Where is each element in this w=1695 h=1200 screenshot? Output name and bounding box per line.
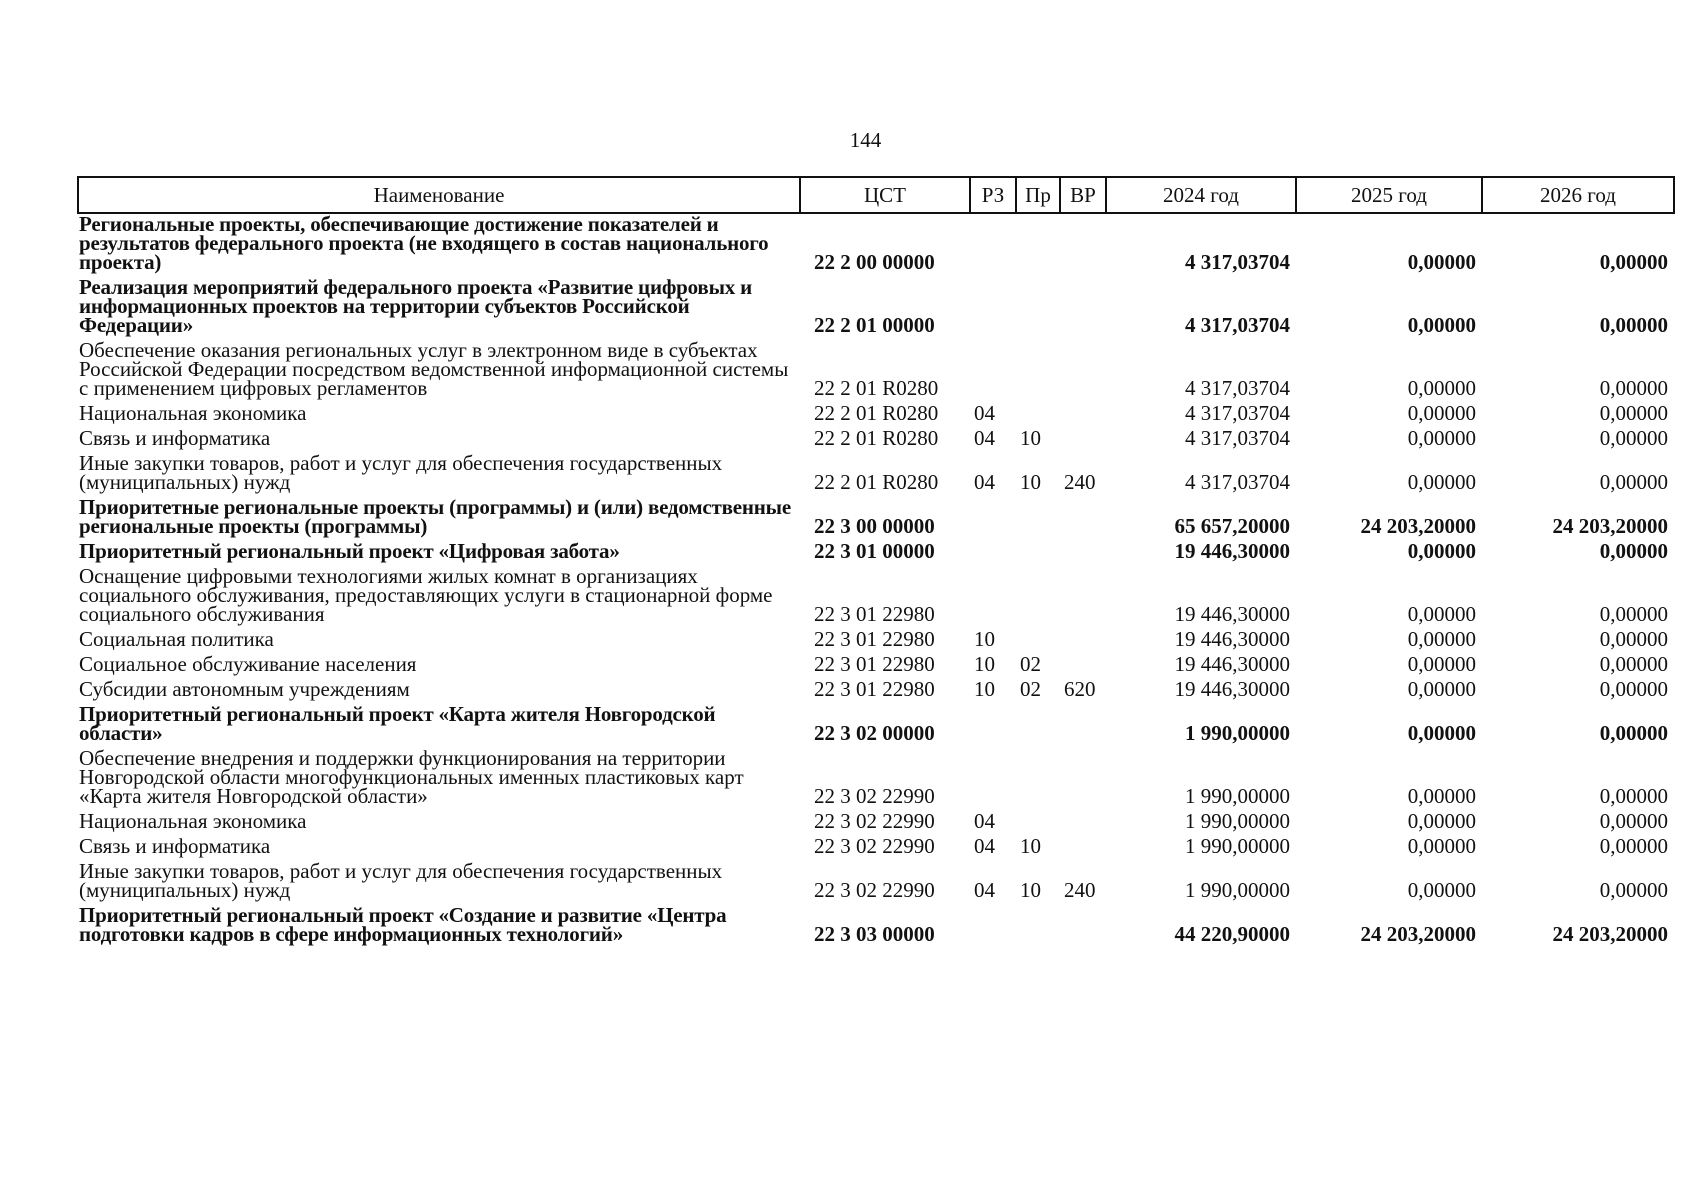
table-body <box>78 213 1674 949</box>
row-rz <box>970 497 1016 541</box>
row-2024: 19 446,30000 <box>1174 652 1290 676</box>
row-name: Национальная экономика <box>79 809 307 833</box>
table-row <box>78 541 1674 566</box>
row-2024: 19 446,30000 <box>1174 602 1290 626</box>
row-code: 22 2 01 R0280 <box>814 426 939 450</box>
row-2024: 1 990,00000 <box>1185 809 1290 833</box>
row-2025: 24 203,20000 <box>1360 922 1476 946</box>
row-2025: 0,00000 <box>1407 401 1476 425</box>
row-rz: 10 <box>974 677 995 701</box>
row-pr <box>1016 541 1060 566</box>
row-vr <box>1060 428 1106 453</box>
row-code: 22 2 01 R0280 <box>814 376 939 400</box>
table-row <box>78 836 1674 861</box>
row-code: 22 2 00 00000 <box>814 250 935 274</box>
row-2025: 0,00000 <box>1407 426 1476 450</box>
table-row <box>78 403 1674 428</box>
row-code: 22 3 02 22990 <box>814 809 935 833</box>
table-row <box>78 748 1674 811</box>
row-rz: 04 <box>974 401 995 425</box>
header-pr: Пр <box>1016 177 1060 213</box>
row-code: 22 2 01 00000 <box>814 313 935 337</box>
row-code: 22 3 01 22980 <box>814 627 935 651</box>
row-vr <box>1060 836 1106 861</box>
row-rz <box>970 213 1016 277</box>
row-rz <box>970 340 1016 403</box>
row-pr <box>1016 213 1060 277</box>
table-row <box>78 811 1674 836</box>
table-row <box>78 213 1674 277</box>
row-vr <box>1060 277 1106 340</box>
row-pr: 02 <box>1020 677 1041 701</box>
row-code: 22 3 02 22990 <box>814 834 935 858</box>
row-code: 22 3 02 22990 <box>814 784 935 808</box>
table-row <box>78 428 1674 453</box>
row-2026: 0,00000 <box>1599 470 1668 494</box>
row-name: Приоритетный региональный проект «Карта жителя Новгородской области» <box>79 702 716 745</box>
row-pr <box>1016 340 1060 403</box>
row-vr <box>1060 811 1106 836</box>
row-vr: 240 <box>1064 470 1096 494</box>
row-2026: 0,00000 <box>1599 809 1668 833</box>
row-2024: 4 317,03704 <box>1185 470 1290 494</box>
table-row <box>78 566 1674 629</box>
row-code: 22 3 01 22980 <box>814 602 935 626</box>
row-2024: 19 446,30000 <box>1174 677 1290 701</box>
row-pr <box>1016 497 1060 541</box>
header-code: ЦСТ <box>800 177 970 213</box>
row-2025: 0,00000 <box>1407 539 1476 563</box>
row-code: 22 2 01 R0280 <box>814 401 939 425</box>
row-2024: 44 220,90000 <box>1174 922 1290 946</box>
table-row <box>78 629 1674 654</box>
row-2025: 0,00000 <box>1407 677 1476 701</box>
page-number: 144 <box>849 128 882 152</box>
row-2025: 0,00000 <box>1407 250 1476 274</box>
row-2025: 0,00000 <box>1407 878 1476 902</box>
row-pr: 02 <box>1020 652 1041 676</box>
row-2026: 0,00000 <box>1599 652 1668 676</box>
row-name: Оснащение цифровыми технологиями жилых комнат в организациях социального обслуживания, предоставляющих услуги в стационарной форме социального обслуживания <box>79 564 773 626</box>
table-row <box>78 340 1674 403</box>
row-rz: 10 <box>974 627 995 651</box>
table-header-row <box>78 177 1674 213</box>
row-vr <box>1060 905 1106 949</box>
row-2026: 0,00000 <box>1599 627 1668 651</box>
row-rz: 04 <box>974 878 995 902</box>
row-2025: 24 203,20000 <box>1360 514 1476 538</box>
row-vr: 240 <box>1064 878 1096 902</box>
row-2024: 1 990,00000 <box>1185 834 1290 858</box>
row-name: Иные закупки товаров, работ и услуг для обеспечения государственных (муниципальных) нужд <box>79 859 723 902</box>
row-code: 22 3 02 22990 <box>814 878 935 902</box>
table-row <box>78 905 1674 949</box>
row-name: Социальное обслуживание населения <box>79 652 417 676</box>
row-2026: 0,00000 <box>1599 878 1668 902</box>
row-2024: 1 990,00000 <box>1185 784 1290 808</box>
row-rz <box>970 748 1016 811</box>
row-pr: 10 <box>1020 834 1041 858</box>
row-2024: 1 990,00000 <box>1185 878 1290 902</box>
row-name: Региональные проекты, обеспечивающие достижение показателей и результатов федерального проекта (не входящего в состав национального проекта) <box>79 212 769 274</box>
row-2024: 4 317,03704 <box>1185 376 1290 400</box>
row-name: Связь и информатика <box>79 834 271 858</box>
row-pr <box>1016 403 1060 428</box>
row-pr <box>1016 905 1060 949</box>
row-rz <box>970 905 1016 949</box>
row-rz: 10 <box>974 652 995 676</box>
row-2025: 0,00000 <box>1407 627 1476 651</box>
row-name: Субсидии автономным учреждениям <box>79 677 410 701</box>
table-row <box>78 497 1674 541</box>
row-2026: 0,00000 <box>1599 677 1668 701</box>
row-2026: 0,00000 <box>1599 401 1668 425</box>
row-2024: 19 446,30000 <box>1174 539 1290 563</box>
row-rz <box>970 541 1016 566</box>
table-row <box>78 679 1674 704</box>
row-rz <box>970 277 1016 340</box>
row-2025: 0,00000 <box>1407 809 1476 833</box>
row-2025: 0,00000 <box>1407 602 1476 626</box>
row-vr <box>1060 629 1106 654</box>
row-2024: 65 657,20000 <box>1174 514 1290 538</box>
row-vr <box>1060 748 1106 811</box>
row-vr <box>1060 213 1106 277</box>
row-2025: 0,00000 <box>1407 470 1476 494</box>
row-2024: 4 317,03704 <box>1185 313 1290 337</box>
row-2025: 0,00000 <box>1407 721 1476 745</box>
row-2025: 0,00000 <box>1407 376 1476 400</box>
row-2026: 24 203,20000 <box>1552 922 1668 946</box>
row-2024: 4 317,03704 <box>1185 426 1290 450</box>
row-2026: 0,00000 <box>1599 426 1668 450</box>
row-vr <box>1060 654 1106 679</box>
row-2024: 19 446,30000 <box>1174 627 1290 651</box>
row-name: Обеспечение внедрения и поддержки функционирования на территории Новгородской области многофункциональных именных пластиковых карт «Карта жителя Новгородской области» <box>79 746 744 808</box>
row-name: Приоритетный региональный проект «Создание и развитие «Центра подготовки кадров в сфере информационных технологий» <box>79 903 727 946</box>
row-code: 22 3 01 00000 <box>814 539 935 563</box>
row-rz: 04 <box>974 426 995 450</box>
table-row <box>78 704 1674 748</box>
header-name: Наименование <box>78 177 800 213</box>
row-pr: 10 <box>1020 470 1041 494</box>
row-rz: 04 <box>974 470 995 494</box>
row-code: 22 3 00 00000 <box>814 514 935 538</box>
row-name: Приоритетные региональные проекты (программы) и (или) ведомственные региональные проекты (программы) <box>79 495 791 538</box>
row-2026: 0,00000 <box>1599 313 1668 337</box>
header-2026: 2026 год <box>1482 177 1674 213</box>
row-rz <box>970 704 1016 748</box>
row-vr <box>1060 566 1106 629</box>
row-2026: 0,00000 <box>1599 250 1668 274</box>
row-2024: 4 317,03704 <box>1185 250 1290 274</box>
header-rz: РЗ <box>970 177 1016 213</box>
row-pr <box>1016 277 1060 340</box>
row-rz: 04 <box>974 834 995 858</box>
row-code: 22 3 01 22980 <box>814 677 935 701</box>
row-code: 22 2 01 R0280 <box>814 470 939 494</box>
table-row <box>78 861 1674 905</box>
row-vr <box>1060 497 1106 541</box>
row-2026: 0,00000 <box>1599 376 1668 400</box>
row-vr: 620 <box>1064 677 1096 701</box>
row-pr <box>1016 566 1060 629</box>
row-vr <box>1060 403 1106 428</box>
row-name: Социальная политика <box>79 627 274 651</box>
row-2024: 1 990,00000 <box>1185 721 1290 745</box>
row-vr <box>1060 340 1106 403</box>
row-name: Иные закупки товаров, работ и услуг для обеспечения государственных (муниципальных) нужд <box>79 451 723 494</box>
table-row <box>78 453 1674 497</box>
row-2026: 0,00000 <box>1599 784 1668 808</box>
budget-table <box>77 176 1675 949</box>
row-pr <box>1016 704 1060 748</box>
table-row <box>78 654 1674 679</box>
row-2025: 0,00000 <box>1407 313 1476 337</box>
header-2024: 2024 год <box>1106 177 1296 213</box>
row-pr: 10 <box>1020 426 1041 450</box>
row-vr <box>1060 541 1106 566</box>
row-vr <box>1060 704 1106 748</box>
row-2025: 0,00000 <box>1407 652 1476 676</box>
row-pr <box>1016 629 1060 654</box>
row-pr <box>1016 811 1060 836</box>
row-2026: 0,00000 <box>1599 539 1668 563</box>
row-pr: 10 <box>1020 878 1041 902</box>
row-name: Приоритетный региональный проект «Цифровая забота» <box>79 539 620 563</box>
row-pr <box>1016 748 1060 811</box>
row-2026: 0,00000 <box>1599 721 1668 745</box>
row-2026: 0,00000 <box>1599 834 1668 858</box>
row-2025: 0,00000 <box>1407 784 1476 808</box>
table-row <box>78 277 1674 340</box>
row-rz: 04 <box>974 809 995 833</box>
row-code: 22 3 01 22980 <box>814 652 935 676</box>
row-code: 22 3 03 00000 <box>814 922 935 946</box>
row-2026: 0,00000 <box>1599 602 1668 626</box>
row-rz <box>970 566 1016 629</box>
row-2024: 4 317,03704 <box>1185 401 1290 425</box>
row-name: Реализация мероприятий федерального проекта «Развитие цифровых и информационных проектов на территории субъектов Российской Федерации» <box>79 275 753 337</box>
row-name: Обеспечение оказания региональных услуг в электронном виде в субъектах Российской Федерации посредством ведомственной информационной системы с применением цифровых регламентов <box>79 338 789 400</box>
row-name: Национальная экономика <box>79 401 307 425</box>
header-2025: 2025 год <box>1296 177 1482 213</box>
row-2026: 24 203,20000 <box>1552 514 1668 538</box>
row-code: 22 3 02 00000 <box>814 721 935 745</box>
header-vr: ВР <box>1060 177 1106 213</box>
row-name: Связь и информатика <box>79 426 271 450</box>
row-2025: 0,00000 <box>1407 834 1476 858</box>
